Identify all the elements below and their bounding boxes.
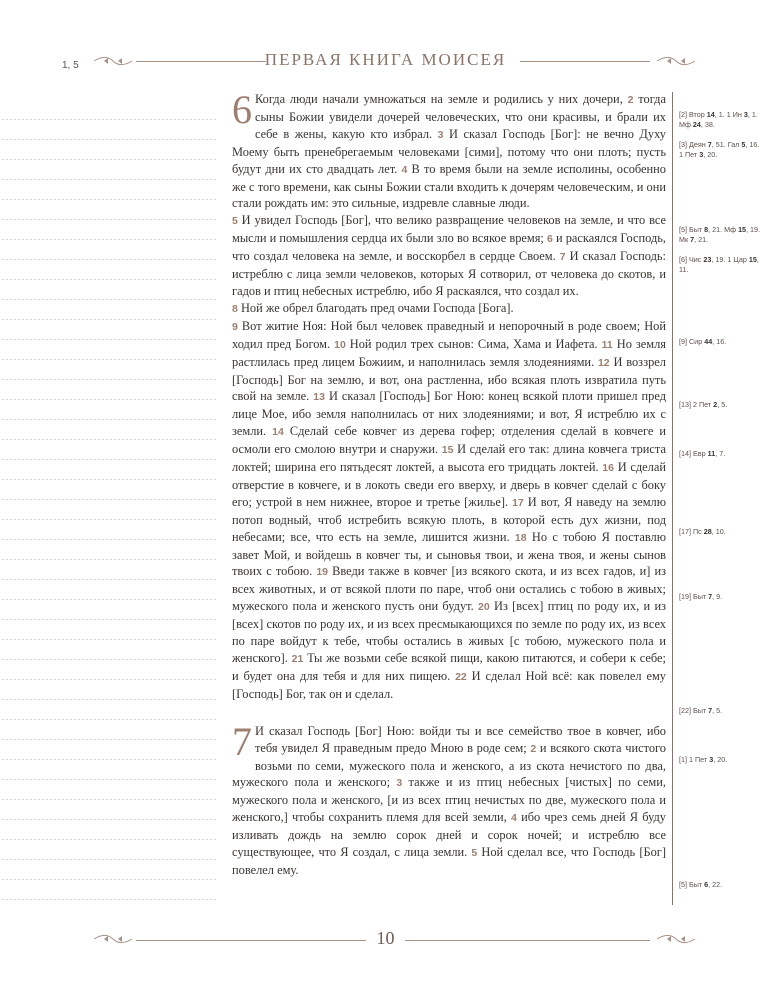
chapter-reference: 1, 5 [62, 60, 79, 71]
verse-number: 2 [627, 94, 634, 106]
verse-number: 7 [559, 251, 566, 264]
paragraph: 8 Ной же обрел благодать пред очами Господа [Бога]. [232, 300, 514, 315]
chapter-number: 7 [232, 718, 252, 764]
verse-number: 13 [313, 391, 325, 404]
cross-reference: [6] Чис 23, 19. 1 Цар 15, 11. [679, 255, 759, 274]
verse-number: 16 [602, 462, 614, 475]
cross-reference: [14] Евр 11, 7. [679, 449, 726, 458]
cross-reference: [22] Быт 7, 5. [679, 706, 723, 715]
verse-number: 12 [597, 356, 610, 369]
paragraph: 6 Когда люди начали умножаться на земле и родились у них дочери, 2 тогда сыны Божии увидели дочерей человеческих, что они красивы, и брали их себе в жены, какую кто избрал. 3 И сказал Господь [Бог]: не вечно Духу Моему быть пренебрегаемым человеками [сими], потому что они плоть; пусть будут дни их сто двадцать лет. 4 В то время были на земле исполины, особенно же с того времени, как сыны Божии стали входить к дочерям человеческим, и они стали рождать им: это сильные, издревле славные люди. [232, 87, 666, 211]
cross-reference: [17] Пс 28, 10. [679, 527, 726, 536]
book-title: ПЕРВАЯ КНИГА МОИСЕЯ [264, 50, 507, 69]
verse-number: 10 [334, 338, 346, 351]
verse-number: 5 [471, 847, 478, 860]
verse-number: 15 [441, 444, 454, 457]
chapter-number: 6 [232, 87, 252, 132]
footer-rule-right [405, 940, 650, 941]
verse-number: 17 [512, 496, 524, 509]
verse-number: 19 [316, 566, 329, 579]
cross-reference: [9] Сир 44, 16. [679, 337, 727, 346]
verse-number: 18 [514, 531, 527, 544]
header-rule-right [520, 61, 650, 62]
verse-number: 2 [530, 742, 537, 755]
cross-reference: [5] Быт 6, 22. [679, 880, 723, 889]
cross-reference: [5] Быт 8, 21. Мф 15, 19. Мк 7, 21. [679, 225, 761, 244]
verse-number: 20 [478, 601, 490, 614]
cross-reference: [2] Втор 14, 1. 1 Ин 3, 1. Мф 24, 38. [679, 110, 758, 129]
scripture-text [232, 87, 667, 879]
verse-number: 4 [511, 812, 517, 825]
verse-number: 8 [232, 302, 238, 315]
flourish-ornament [655, 54, 697, 68]
page-number: 10 [376, 928, 395, 948]
verse-number: 22 [455, 670, 467, 683]
cross-reference: [1] 1 Пет 3, 20. [679, 755, 728, 764]
paragraph-gap [232, 703, 666, 723]
margin-rule [672, 92, 673, 905]
verse-number: 5 [232, 215, 238, 228]
verse-number: 21 [291, 653, 304, 665]
flourish-ornament [655, 932, 697, 946]
verse-number: 9 [232, 320, 238, 333]
notes-lines [0, 100, 218, 900]
verse-number: 3 [437, 128, 444, 141]
verse-number: 3 [396, 777, 403, 790]
verse-number: 4 [401, 163, 408, 176]
paragraph: 7 И сказал Господь [Бог] Ною: войди ты и все семейство твое в ковчег, ибо тебя увидел Я праведным предо Мною в роде сем; 2 и всякого скота чистого возьми по семи, мужеского пола и женского, а из скота нечистого по два, мужеского пола и женского; 3 также и из птиц небесных [чистых] по семи, мужеского пола и женского, [и из всех птиц нечистых по две, мужеского пола и женского,] чтобы сохранить племя для всей земли, 4 ибо чрез семь дней Я буду изливать дождь на землю сорок дней и сорок ночей; и истреблю все существующее, что Я создал, с лица земли. 5 Ной сделал все, что Господь [Бог] повелел ему. [232, 718, 666, 877]
verse-number: 6 [547, 233, 553, 246]
cross-reference: [19] Быт 7, 9. [679, 592, 723, 601]
verse-number: 11 [601, 338, 613, 351]
paragraph: 5 И увидел Господь [Бог], что велико развращение человеков на земле, и что все мысли и помышления сердца их были зло во всякое время; 6 и раскаялся Господь, что создал человека на земле, и восскорбел в сердце Своем. 7 И сказал Господь: истреблю с лица земли человеков, которых Я сотворил, от человека до скотов, и гадов и птиц небесных истреблю, ибо Я раскаялся, что создал их. [232, 213, 667, 298]
cross-reference: [13] 2 Пет 2, 5. [679, 400, 728, 409]
cross-reference: [3] Деян 7, 51. Гал 5, 16. 1 Пет 3, 20. [679, 140, 760, 159]
paragraph: 9 Вот житие Ноя: Ной был человек праведный и непорочный в роде своем; Ной ходил пред Богом. 10 Ной родил трех сынов: Сима, Хама и Иафета. 11 Но земля растлилась пред лицем Божиим, и наполнилась земля злодеяниями. 12 И воззрел [Господь] Бог на землю, и вот, она растленна, ибо всякая плоть извратила путь свой на земле. 13 И сказал [Господь] Бог Ною: конец всякой плоти пришел пред лице Мое, ибо земля наполнилась от них злодеяниями; и вот, Я истреблю их с земли. 14 Сделай себе ковчег из дерева гофер; отделения сделай в ковчеге и осмоли его смолою внутри и снаружи. 15 И сделай его так: длина ковчега триста локтей; ширина его пятьдесят локтей, а высота его тридцать локтей. 16 И сделай отверстие в ковчеге, и в локоть сведи его вверху, и дверь в ковчег сделай с боку его; устрой в нем нижнее, второе и третье [жилье]. 17 И вот, Я наведу на землю потоп водный, чтоб истребить всякую плоть, в которой есть дух жизни, под небесами; все, что есть на земле, лишится жизни. 18 Но с тобою Я поставлю завет Мой, и войдешь в ковчег ты, и сыновья твои, и жена твоя, и жены сынов твоих с тобою. 19 Введи также в ковчег [из всякого скота, и из всех гадов, и] из всех животных, и от всякой плоти по паре, чтоб они остались с тобою в живых; мужеского пола и женского пусть они будут. 20 Из [всех] птиц по роду их, и из [всех] скотов по роду их, и из всех пресмыкающихся по земле по роду их, из всех по паре войдут к тебе, чтобы остались в живых [с тобою, мужеского пола и женского]. 21 Ты же возьми себе всякой пищи, какою питаются, и собери к себе; и будет она для тебя и для них пищею. 22 И сделал Ной всё: как повелел ему [Господь] Бог, так он и сделал. [232, 318, 667, 701]
verse-number: 14 [272, 426, 284, 439]
